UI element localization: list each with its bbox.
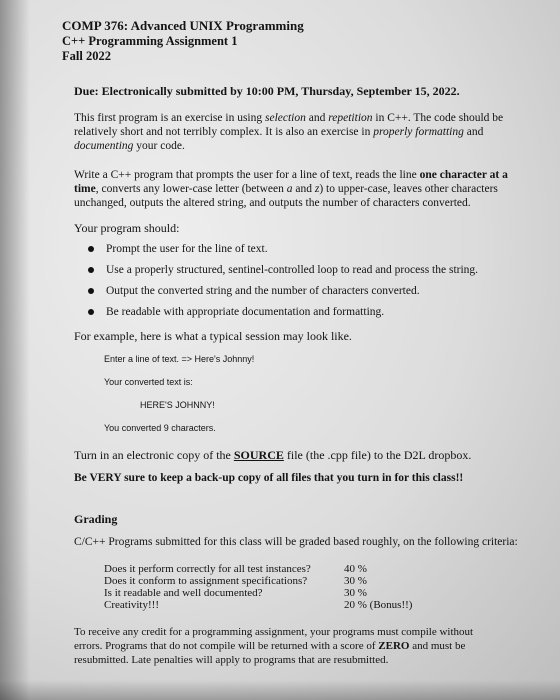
- bullet-item: Output the converted string and the number of characters converted.: [88, 285, 420, 297]
- bullet-dot: [88, 288, 94, 294]
- due-date: Due: Electronically submitted by 10:00 PM, Thursday, September 15, 2022.: [74, 84, 460, 98]
- grading-criterion: Does it conform to assignment specifications?: [104, 575, 308, 587]
- grading-criterion: Does it perform correctly for all test instances?: [104, 563, 311, 575]
- grading-percentage: 30 %: [344, 575, 367, 587]
- session-count-line: You converted 9 characters.: [104, 423, 216, 433]
- task-paragraph: Write a C++ program that prompts the user for a line of text, reads the line one character at a time, converts any lower-case letter (between a and z) to upper-case, leaves other characters unchanged, outputs the altered string, and outputs the number of characters converted.: [74, 169, 508, 209]
- grading-criterion: Creativity!!!: [104, 599, 159, 611]
- grading-percentage: 40 %: [344, 563, 367, 575]
- bullet-dot: [88, 267, 94, 273]
- bullet-item: Prompt the user for the line of text.: [88, 243, 268, 255]
- grading-title: Grading: [74, 512, 118, 526]
- term: Fall 2022: [62, 49, 111, 63]
- compile-policy-paragraph: To receive any credit for a programming assignment, your programs must compile without errors. Programs that do not compile will be returned with a score of ZERO and must be resubmitted. Late penalties will apply to programs that are resubmitted.: [74, 626, 474, 666]
- page-shadow-bottom: [0, 680, 560, 700]
- grading-percentage: 30 %: [344, 587, 367, 599]
- grading-percentage: 20 % (Bonus!!): [344, 599, 413, 611]
- course-title: COMP 376: Advanced UNIX Programming: [62, 18, 304, 33]
- requirements-heading: Your program should:: [74, 221, 180, 235]
- grading-intro: C/C++ Programs submitted for this class will be graded based roughly, on the following criteria:: [74, 536, 518, 548]
- assignment-title: C++ Programming Assignment 1: [62, 34, 238, 48]
- example-heading: For example, here is what a typical session may look like.: [74, 329, 352, 343]
- page-shadow-left: [0, 0, 30, 700]
- bullet-item: Be readable with appropriate documentation and formatting.: [88, 306, 384, 318]
- bullet-item: Use a properly structured, sentinel-controlled loop to read and process the string.: [88, 264, 478, 276]
- intro-paragraph: This first program is an exercise in using selection and repetition in C++. The code should be relatively short and not terribly complex. It is also an exercise in properly formatting and documenting your code.: [74, 112, 504, 152]
- grading-criterion: Is it readable and well documented?: [104, 587, 263, 599]
- session-prompt: Enter a line of text. => Here's Johnny!: [104, 354, 255, 364]
- bullet-dot: [88, 309, 94, 315]
- session-converted-value: HERE'S JOHNNY!: [140, 400, 215, 410]
- backup-warning: Be VERY sure to keep a back-up copy of all files that you turn in for this class!!: [74, 472, 464, 484]
- session-converted-label: Your converted text is:: [104, 377, 193, 387]
- bullet-dot: [88, 246, 94, 252]
- turnin-instructions: Turn in an electronic copy of the SOURCE file (the .cpp file) to the D2L dropbox.: [74, 448, 472, 462]
